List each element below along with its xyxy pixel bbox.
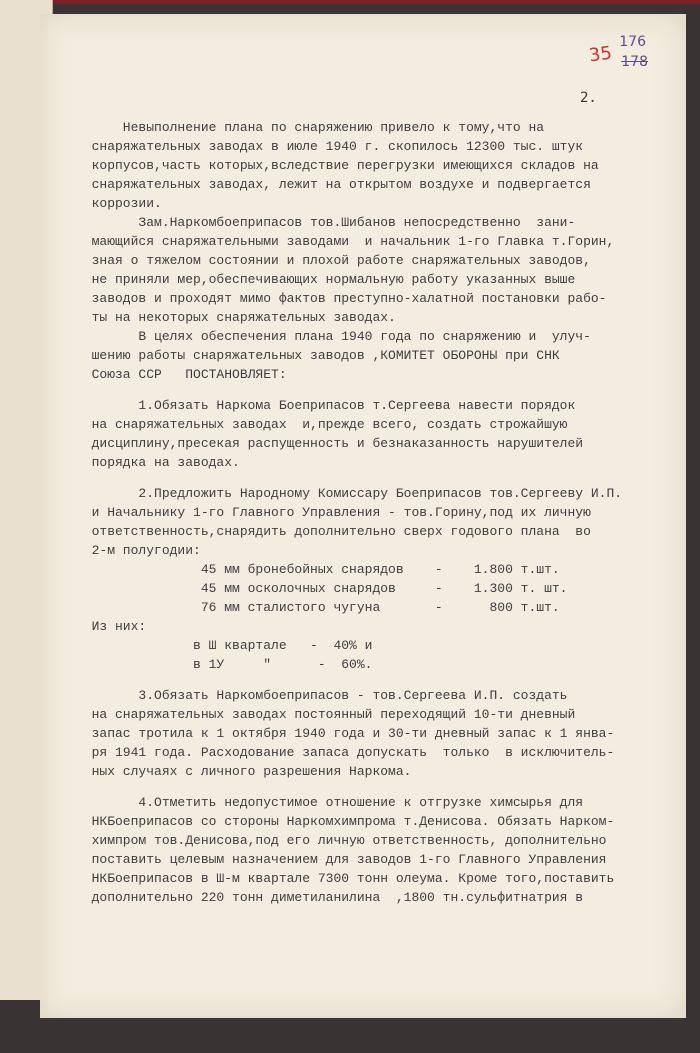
paragraph-gap [76, 674, 676, 686]
folio-number: 176 [619, 34, 646, 50]
text-line: ных случаях с личного разрешения Наркома. [76, 764, 412, 779]
text-line: ря 1941 года. Расходование запаса допускать только в исключитель- [76, 745, 615, 760]
text-line: порядка на заводах. [76, 455, 240, 470]
text-line: ты на некоторых снаряжательных заводах. [76, 310, 396, 325]
text-line: зная о тяжелом состоянии и плохой работе снаряжательных заводов, [76, 253, 591, 268]
text-line: и Начальнику 1-го Главного Управления - тов.Горину,под их личную [76, 505, 591, 520]
text-line: мающийся снаряжательными заводами и начальник 1-го Главка т.Горин, [76, 234, 615, 249]
text-line: дополнительно 220 тонн диметиланилина ,1800 тн.сульфитнатрия в [76, 890, 584, 905]
text-line: 4.Отметить недопустимое отношение к отгрузке химсырья для [76, 795, 584, 810]
text-line: 45 мм осколочных снарядов - 1.300 т. шт. [76, 581, 568, 596]
text-line: Из них: [76, 619, 147, 634]
text-line: 2-м полугодии: [76, 543, 201, 558]
text-line: Зам.Наркомбоеприпасов тов.Шибанов непосредственно зани- [76, 215, 576, 230]
binder-edge [0, 0, 700, 4]
text-line: снаряжательных заводах в июле 1940 г. скопилось 12300 тыс. штук [76, 139, 584, 154]
text-line: 1.Обязать Наркома Боеприпасов т.Сергеева навести порядок [76, 398, 576, 413]
text-line: корпусов,часть которых,вследствие перегрузки имеющихся складов на [76, 158, 599, 173]
text-line: заводов и проходят мимо фактов преступно-халатной постановки рабо- [76, 291, 607, 306]
page-number: 2. [580, 90, 597, 106]
text-line: 45 мм бронебойных снарядов - 1.800 т.шт. [76, 562, 560, 577]
text-line: химпром тов.Денисова,под его личную ответственность, дополнительно [76, 833, 607, 848]
text-line: шению работы снаряжательных заводов ,КОМИТЕТ ОБОРОНЫ при СНК [76, 348, 560, 363]
archive-folio-stamp [587, 32, 652, 82]
text-line: в Ш квартале - 40% и [76, 638, 373, 653]
text-line: 2.Предложить Народному Комиссару Боеприпасов тов.Сергееву И.П. [76, 486, 623, 501]
text-line: коррозии. [76, 196, 162, 211]
text-line: 76 мм сталистого чугуна - 800 т.шт. [76, 600, 560, 615]
text-line: поставить целевым назначением для заводов 1-го Главного Управления [76, 852, 607, 867]
paragraph-gap [76, 781, 676, 793]
document-body [76, 118, 676, 907]
text-line: на снаряжательных заводах постоянный переходящий 10-ти дневный [76, 707, 576, 722]
crossed-folio-number: 178 [621, 54, 648, 70]
document-page [40, 14, 686, 1018]
text-line: 3.Обязать Наркомбоеприпасов - тов.Сергеева И.П. создать [76, 688, 568, 703]
text-line: ответственность,снарядить дополнительно сверх годового плана во [76, 524, 591, 539]
text-line: снаряжательных заводах, лежит на открытом воздухе и подвергается [76, 177, 591, 192]
text-line: в 1У " - 60%. [76, 657, 373, 672]
text-line: дисциплину,пресекая распущенность и безнаказанность нарушителей [76, 436, 584, 451]
text-line: Невыполнение плана по снаряжению привело к тому,что на [76, 120, 545, 135]
old-folio-number: 35 [587, 42, 614, 67]
text-line: Союза ССР ПОСТАНОВЛЯЕТ: [76, 367, 287, 382]
text-line: не приняли мер,обеспечивающих нормальную работу указанных выше [76, 272, 576, 287]
text-line: НКБоеприпасов в Ш-м квартале 7300 тонн олеума. Кроме того,поставить [76, 871, 615, 886]
text-line: запас тротила к 1 октября 1940 года и 30-ти дневный запас к 1 янва- [76, 726, 615, 741]
paragraph-gap [76, 472, 676, 484]
text-line: НКБоеприпасов со стороны Наркомхимпрома т.Денисова. Обязать Нарком- [76, 814, 615, 829]
paragraph-gap [76, 384, 676, 396]
text-line: на снаряжательных заводах и,прежде всего, создать строжайшую [76, 417, 568, 432]
text-line: В целях обеспечения плана 1940 года по снаряжению и улуч- [76, 329, 591, 344]
